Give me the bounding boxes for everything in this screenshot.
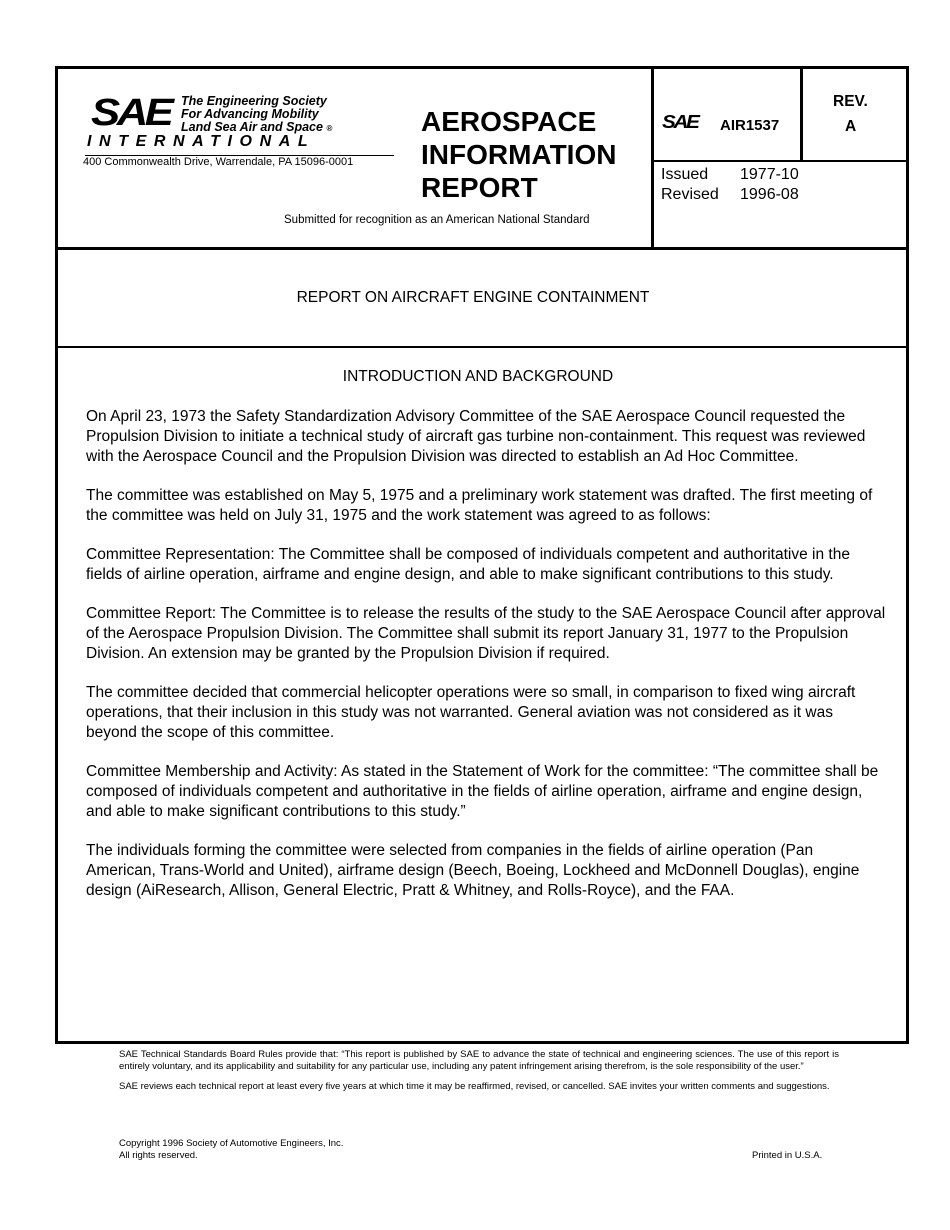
rules-note: SAE Technical Standards Board Rules provide that: “This report is published by SAE to advance the state of technical and engineering sciences. The use of this report is entirely voluntary, and its applicability and suitability for any particular use, including any patent infringement arising therefrom, is the sole responsibility of the user.” (119, 1049, 839, 1072)
issue-dates (661, 165, 799, 205)
tagline-line-1: The Engineering Society (181, 94, 327, 108)
footer-notes (119, 1049, 839, 1102)
header-divider-vertical (651, 69, 654, 247)
revised-label: Revised (661, 186, 719, 203)
title-line-2: INFORMATION (421, 139, 617, 170)
issued-label: Issued (661, 166, 709, 183)
subject-box (58, 250, 906, 348)
sae-international-wordmark: INTERNATIONAL (87, 133, 316, 150)
rights-reserved: All rights reserved. (119, 1150, 198, 1161)
document-number: AIR1537 (720, 117, 780, 134)
paragraph: Committee Report: The Committee is to release the results of the study to the SAE Aerospace Council after approval of the Aerospace Propulsion Division. The Committee shall submit its report January 31, 1977 to the Propulsion Division. An extension may be granted by the Propulsion Division if required. (86, 605, 886, 662)
tagline-line-3-text: Land Sea Air and Space (181, 120, 323, 134)
revision-label: REV. (833, 93, 868, 110)
paragraph: The committee was established on May 5, 1975 and a preliminary work statement was drafted. The first meeting of the committee was held on July 31, 1975 and the work statement was agreed to as follows: (86, 487, 873, 524)
tagline-line-2: For Advancing Mobility (181, 107, 319, 121)
registered-mark: ® (326, 124, 333, 133)
paragraph: Committee Membership and Activity: As stated in the Statement of Work for the committee: “The committee shall be composed of individuals competent and authoritative in the fields of airline operation, airframe and engine design, and able to make significant contributions to this study.” (86, 763, 879, 820)
title-line-3: REPORT (421, 172, 538, 203)
paragraph: On April 23, 1973 the Safety Standardization Advisory Committee of the SAE Aerospace Council requested the Propulsion Division to initiate a technical study of aircraft gas turbine non-containment. This request was reviewed with the Aerospace Council and the Propulsion Division was directed to establish an Ad Hoc Committee. (86, 408, 866, 465)
paragraph: Committee Representation: The Committee shall be composed of individuals competent and authoritative in the fields of airline operation, airframe and engine design, and able to make significant contributions to this study. (86, 546, 850, 583)
paragraph: The individuals forming the committee were selected from companies in the fields of airline operation (Pan American, Trans-World and United), airframe design (Beech, Boeing, Lockheed and McDonnell Douglas), engine design (AiResearch, Allison, General Electric, Pratt & Whitney, and Rolls-Royce), and the FAA. (86, 842, 860, 899)
document-frame (55, 66, 909, 1044)
rev-divider-vertical (800, 69, 803, 161)
sae-logo-mark: SAE (91, 92, 171, 134)
submitted-note: Submitted for recognition as an American National Standard (284, 214, 590, 226)
printed-in: Printed in U.S.A. (752, 1150, 823, 1161)
issued-row (661, 165, 799, 185)
document-header (58, 69, 906, 250)
revised-row (661, 185, 799, 205)
revised-value: 1996-08 (740, 186, 799, 203)
copyright: Copyright 1996 Society of Automotive Engineers, Inc. (119, 1138, 344, 1149)
issued-value: 1977-10 (740, 166, 799, 183)
section-heading: INTRODUCTION AND BACKGROUND (342, 368, 614, 385)
title-line-1: AEROSPACE (421, 106, 597, 137)
sae-tagline (181, 95, 332, 135)
address: 400 Commonwealth Drive, Warrendale, PA 15096-0001 (83, 156, 354, 168)
revision-value: A (845, 118, 857, 135)
paragraph: The committee decided that commercial helicopter operations were so small, in comparison to fixed wing aircraft operations, that their inclusion in this study was not warranted. General aviation was not considered as it was beyond the scope of this committee. (86, 684, 856, 741)
review-note: SAE reviews each technical report at least every five years at which time it may be reaffirmed, revised, or cancelled. SAE invites your written comments and suggestions. (119, 1081, 830, 1092)
report-body (86, 407, 886, 920)
report-type-title (421, 105, 616, 204)
header-divider-horizontal (651, 160, 906, 162)
sae-small-logo: SAE (662, 112, 698, 132)
copyright-block (119, 1138, 343, 1162)
report-subject: REPORT ON AIRCRAFT ENGINE CONTAINMENT (296, 289, 650, 306)
